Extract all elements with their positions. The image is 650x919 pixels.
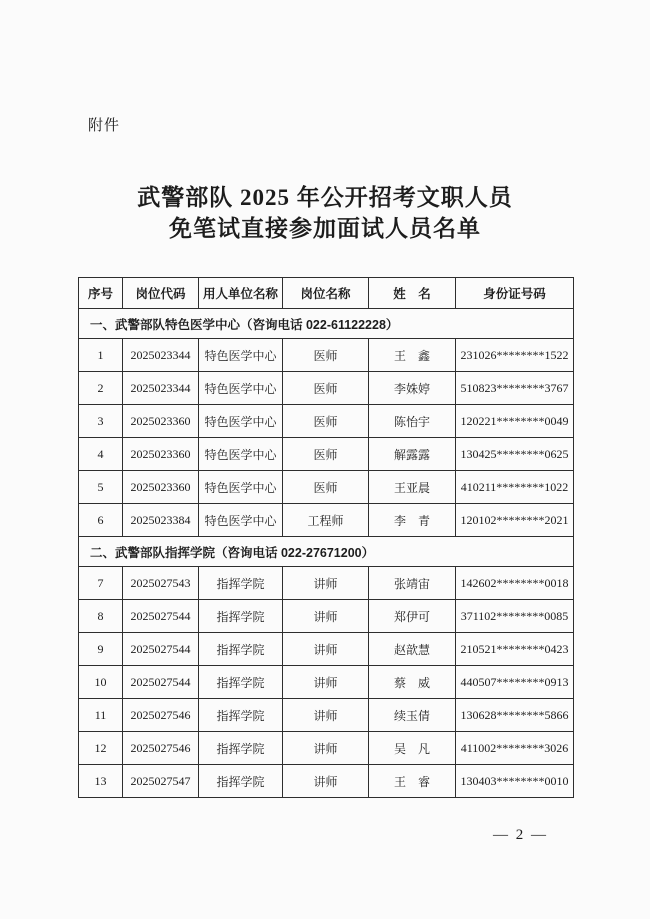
name-cell: 蔡 威 [369,666,456,699]
employer-cell: 指挥学院 [199,633,283,666]
roster-table-container [78,277,573,798]
employer-cell: 指挥学院 [199,666,283,699]
personnel-roster-table [78,277,574,798]
employer-cell: 指挥学院 [199,567,283,600]
name-cell: 郑伊可 [369,600,456,633]
column-header: 用人单位名称 [199,278,283,309]
section-header-row [79,309,574,339]
section-title: 一、武警部队特色医学中心（咨询电话 022-61122228） [79,309,574,339]
table-row [79,471,574,504]
position-cell: 医师 [283,438,369,471]
table-row [79,339,574,372]
name-cell: 王亚晨 [369,471,456,504]
employer-cell: 指挥学院 [199,600,283,633]
page-number: — 2 — [493,827,548,843]
id-number-cell: 210521********0423 [456,633,574,666]
seq-cell: 8 [79,600,123,633]
name-cell: 王 鑫 [369,339,456,372]
id-number-cell: 130425********0625 [456,438,574,471]
job-code-cell: 2025027544 [123,600,199,633]
table-row [79,666,574,699]
seq-cell: 6 [79,504,123,537]
id-number-cell: 130628********5866 [456,699,574,732]
employer-cell: 特色医学中心 [199,471,283,504]
name-cell: 吴 凡 [369,732,456,765]
id-number-cell: 120221********0049 [456,405,574,438]
table-header-row [79,278,574,309]
id-number-cell: 510823********3767 [456,372,574,405]
seq-cell: 11 [79,699,123,732]
table-row [79,699,574,732]
job-code-cell: 2025027546 [123,732,199,765]
name-cell: 陈怡宇 [369,405,456,438]
employer-cell: 特色医学中心 [199,339,283,372]
job-code-cell: 2025023344 [123,339,199,372]
job-code-cell: 2025023360 [123,405,199,438]
job-code-cell: 2025027544 [123,633,199,666]
position-cell: 讲师 [283,600,369,633]
document-title [0,182,650,244]
employer-cell: 特色医学中心 [199,405,283,438]
position-cell: 讲师 [283,699,369,732]
position-cell: 讲师 [283,666,369,699]
column-header: 岗位代码 [123,278,199,309]
seq-cell: 1 [79,339,123,372]
id-number-cell: 410211********1022 [456,471,574,504]
id-number-cell: 142602********0018 [456,567,574,600]
document-title-line-2: 免笔试直接参加面试人员名单 [169,216,481,241]
column-header: 岗位名称 [283,278,369,309]
seq-cell: 7 [79,567,123,600]
job-code-cell: 2025023384 [123,504,199,537]
table-body [79,309,574,798]
attachment-label: 附件 [88,117,121,134]
document-title-line-1: 武警部队 2025 年公开招考文职人员 [137,185,513,210]
job-code-cell: 2025027544 [123,666,199,699]
job-code-cell: 2025027546 [123,699,199,732]
id-number-cell: 130403********0010 [456,765,574,798]
name-cell: 张靖宙 [369,567,456,600]
name-cell: 王 睿 [369,765,456,798]
job-code-cell: 2025023344 [123,372,199,405]
seq-cell: 9 [79,633,123,666]
job-code-cell: 2025023360 [123,471,199,504]
position-cell: 工程师 [283,504,369,537]
job-code-cell: 2025027547 [123,765,199,798]
position-cell: 讲师 [283,765,369,798]
table-row [79,600,574,633]
seq-cell: 4 [79,438,123,471]
column-header: 姓 名 [369,278,456,309]
id-number-cell: 120102********2021 [456,504,574,537]
employer-cell: 指挥学院 [199,765,283,798]
column-header: 身份证号码 [456,278,574,309]
job-code-cell: 2025023360 [123,438,199,471]
position-cell: 医师 [283,372,369,405]
table-row [79,504,574,537]
position-cell: 讲师 [283,633,369,666]
seq-cell: 10 [79,666,123,699]
seq-cell: 3 [79,405,123,438]
name-cell: 赵歆慧 [369,633,456,666]
position-cell: 医师 [283,405,369,438]
job-code-cell: 2025027543 [123,567,199,600]
seq-cell: 13 [79,765,123,798]
position-cell: 医师 [283,471,369,504]
id-number-cell: 231026********1522 [456,339,574,372]
seq-cell: 12 [79,732,123,765]
employer-cell: 特色医学中心 [199,438,283,471]
seq-cell: 5 [79,471,123,504]
id-number-cell: 440507********0913 [456,666,574,699]
column-header: 序号 [79,278,123,309]
section-title: 二、武警部队指挥学院（咨询电话 022-27671200） [79,537,574,567]
position-cell: 讲师 [283,732,369,765]
table-row [79,732,574,765]
position-cell: 医师 [283,339,369,372]
table-row [79,405,574,438]
table-row [79,633,574,666]
name-cell: 解露露 [369,438,456,471]
name-cell: 续玉倩 [369,699,456,732]
table-row [79,372,574,405]
employer-cell: 指挥学院 [199,732,283,765]
table-row [79,567,574,600]
employer-cell: 特色医学中心 [199,504,283,537]
name-cell: 李姝婷 [369,372,456,405]
seq-cell: 2 [79,372,123,405]
id-number-cell: 371102********0085 [456,600,574,633]
position-cell: 讲师 [283,567,369,600]
employer-cell: 特色医学中心 [199,372,283,405]
id-number-cell: 411002********3026 [456,732,574,765]
name-cell: 李 青 [369,504,456,537]
table-row [79,438,574,471]
employer-cell: 指挥学院 [199,699,283,732]
table-row [79,765,574,798]
section-header-row [79,537,574,567]
